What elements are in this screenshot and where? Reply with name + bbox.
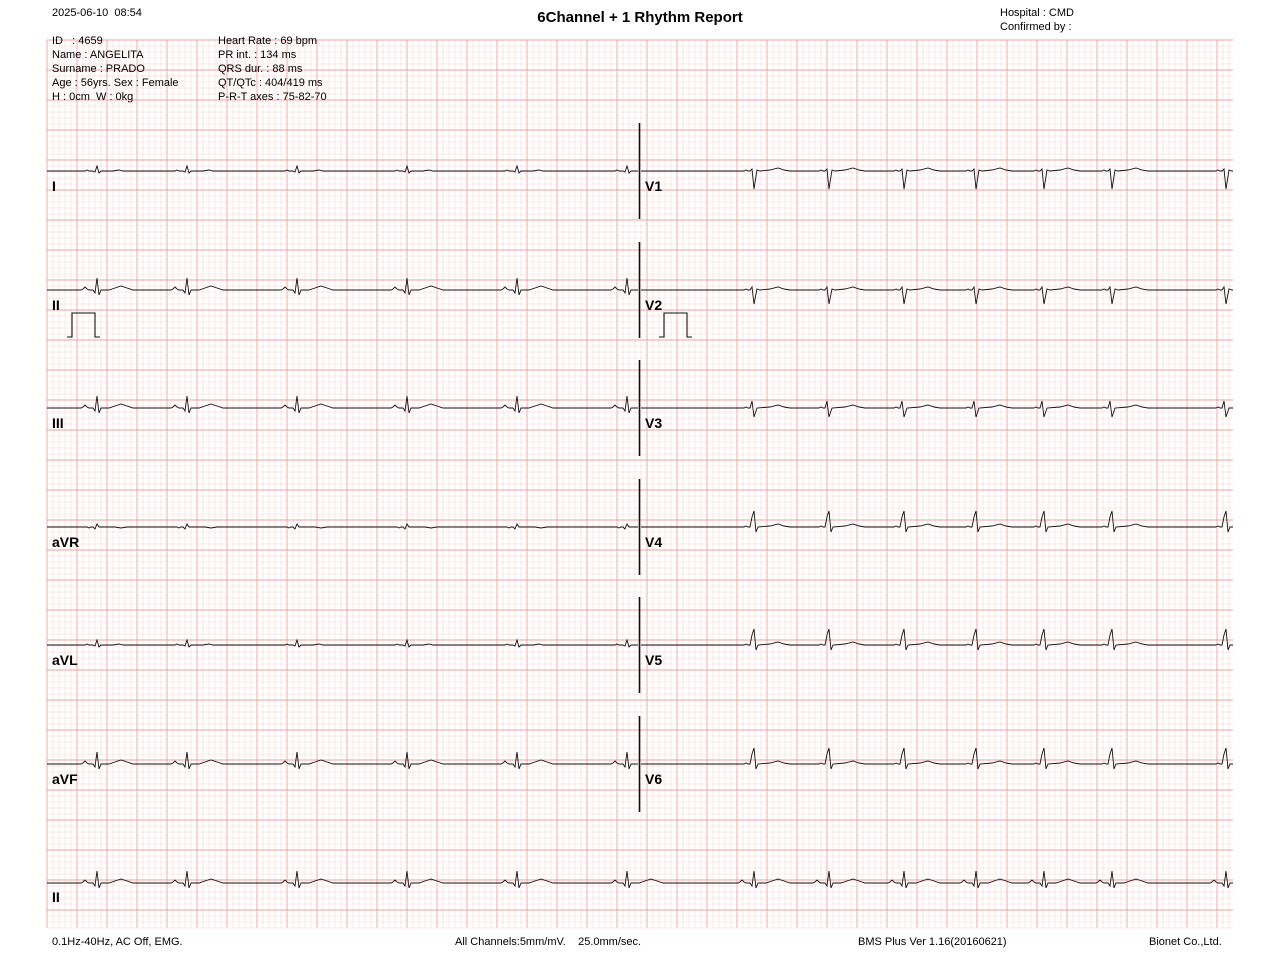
qt-qtc: QT/QTc : 404/419 ms [218,77,323,89]
lead-label-rhythm-ii: II [52,889,60,905]
pr-interval: PR int. : 134 ms [218,49,297,61]
report-title: 6Channel + 1 Rhythm Report [537,9,743,26]
lead-label-ii: II [52,297,60,313]
company-name: Bionet Co.,Ltd. [1149,936,1222,948]
lead-label-v2: V2 [645,297,663,313]
ecg-trace-avr [47,524,638,529]
lead-label-avl: aVL [52,652,78,668]
heart-rate: Heart Rate : 69 bpm [218,35,318,47]
confirmed-by: Confirmed by : [1000,21,1072,33]
patient-height-weight: H : 0cm W : 0kg [52,91,134,103]
lead-label-avf: aVF [52,771,78,787]
lead-label-v1: V1 [645,178,663,194]
software-version: BMS Plus Ver 1.16(20160621) [858,936,1007,948]
ecg-trace-v5 [641,629,1233,650]
patient-name: Name : ANGELITA [52,49,144,61]
qrs-duration: QRS dur. : 88 ms [218,63,303,75]
ecg-trace-ii [47,278,638,295]
lead-label-v6: V6 [645,771,663,787]
ecg-trace-v2 [641,287,1233,304]
lead-label-avr: aVR [52,534,80,550]
lead-label-v3: V3 [645,415,663,431]
patient-surname: Surname : PRADO [52,63,145,75]
report-datetime: 2025-06-10 08:54 [52,7,142,19]
lead-label-v5: V5 [645,652,663,668]
patient-age-sex: Age : 56yrs. Sex : Female [52,77,179,89]
ecg-trace-iii [47,396,638,413]
calibration-pulse-left [67,313,100,337]
lead-label-v4: V4 [645,534,663,550]
lead-label-i: I [52,178,56,194]
patient-id: ID : 4659 [52,35,103,47]
prt-axes: P-R-T axes : 75-82-70 [218,91,327,103]
ecg-trace-v3 [641,401,1233,417]
hospital-name: Hospital : CMD [1000,7,1074,19]
filter-settings: 0.1Hz-40Hz, AC Off, EMG. [52,936,183,948]
calibration-pulse-right [659,313,692,337]
calibration-settings: All Channels:5mm/mV. 25.0mm/sec. [455,936,642,948]
ecg-trace-avf [47,752,638,769]
ecg-trace-v1 [641,168,1233,189]
lead-label-iii: III [52,415,64,431]
